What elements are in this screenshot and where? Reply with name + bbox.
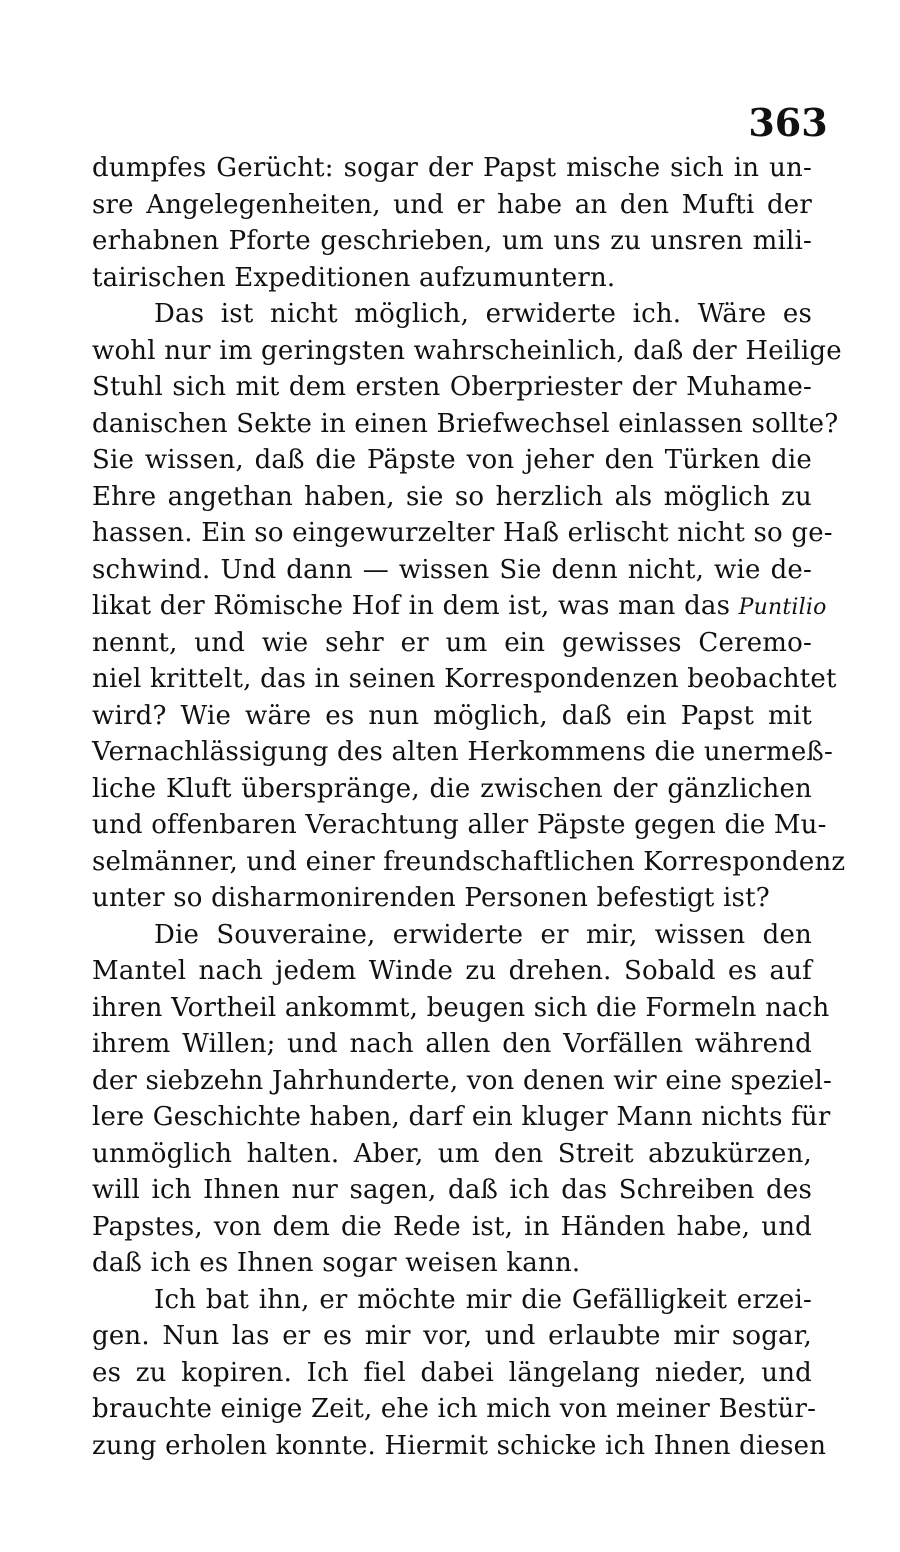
- text-line: danischen Sekte in einen Briefwechsel einlassen sollte?: [92, 408, 839, 439]
- text-line: Ehre angethan haben, sie so herzlich als möglich zu: [92, 481, 812, 512]
- text-line: erhabnen Pforte geschrieben, um uns zu unsren mili-: [92, 226, 812, 256]
- text-line: zung erholen konnte. Hiermit schicke ich Ihnen diesen: [92, 1430, 827, 1461]
- text-fragment: likat der Römische Hof in dem ist, was man das: [92, 591, 731, 621]
- text-line: Sie wissen, daß die Päpste von jeher den Türken die: [92, 445, 812, 475]
- text-line: unmöglich halten. Aber, um den Streit abzukürzen,: [92, 1138, 812, 1169]
- paragraph-start-line: Das ist nicht möglich, erwiderte ich. Wäre es: [154, 299, 812, 329]
- text-line: wohl nur im geringsten wahrscheinlich, daß der Heilige: [92, 335, 842, 366]
- text-line: liche Kluft überspränge, die zwischen der gänzlichen: [92, 773, 812, 804]
- text-line: Stuhl sich mit dem ersten Oberpriester der Muhame-: [92, 372, 812, 402]
- text-line: daß ich es Ihnen sogar weisen kann.: [92, 1248, 581, 1278]
- body-text: [92, 150, 846, 1464]
- text-line: niel krittelt, das in seinen Korrespondenzen beobachtet: [92, 664, 837, 694]
- text-line: schwind. Und dann — wissen Sie denn nicht, wie de-: [92, 554, 812, 585]
- text-line: selmänner, und einer freundschaftlichen Korrespondenz: [92, 846, 846, 877]
- text-line: tairischen Expeditionen aufzumuntern.: [92, 262, 616, 293]
- text-line: unter so disharmonirenden Personen befestigt ist?: [92, 883, 770, 913]
- page-number: 363: [748, 100, 828, 145]
- paragraph-start-line: Die Souveraine, erwiderte er mir, wissen den: [154, 919, 812, 950]
- text-line: der siebzehn Jahrhunderte, von denen wir eine speziel-: [92, 1065, 832, 1096]
- italic-term: Puntilio: [738, 595, 827, 620]
- text-line: will ich Ihnen nur sagen, daß ich das Schreiben des: [92, 1175, 812, 1205]
- text-line: wird? Wie wäre es nun möglich, daß ein Papst mit: [92, 700, 812, 731]
- text-line: Papstes, von dem die Rede ist, in Händen habe, und: [92, 1211, 812, 1242]
- text-line: ihrem Willen; und nach allen den Vorfällen während: [92, 1029, 812, 1059]
- text-line: Vernachlässigung des alten Herkommens die unermeß-: [92, 737, 833, 767]
- text-line: es zu kopiren. Ich fiel dabei längelang nieder, und: [92, 1357, 812, 1388]
- text-line: und offenbaren Verachtung aller Päpste gegen die Mu-: [92, 810, 827, 840]
- text-line: dumpfes Gerücht: sogar der Papst mische sich in un-: [92, 153, 812, 183]
- text-line: brauchte einige Zeit, ehe ich mich von meiner Bestür-: [92, 1394, 817, 1424]
- text-line: ihren Vortheil ankommt, beugen sich die Formeln nach: [92, 992, 830, 1023]
- text-line: sre Angelegenheiten, und er habe an den Mufti der: [92, 189, 812, 220]
- text-line: gen. Nun las er es mir vor, und erlaubte mir sogar,: [92, 1321, 812, 1351]
- text-line: [92, 588, 827, 625]
- text-line: nennt, und wie sehr er um ein gewisses Ceremo-: [92, 627, 812, 658]
- text-line: hassen. Ein so eingewurzelter Haß erlischt nicht so ge-: [92, 518, 833, 548]
- text-line: Mantel nach jedem Winde zu drehen. Sobald es auf: [92, 956, 812, 986]
- paragraph-start-line: Ich bat ihn, er möchte mir die Gefälligkeit erzei-: [154, 1284, 812, 1315]
- text-line: lere Geschichte haben, darf ein kluger Mann nichts für: [92, 1102, 831, 1132]
